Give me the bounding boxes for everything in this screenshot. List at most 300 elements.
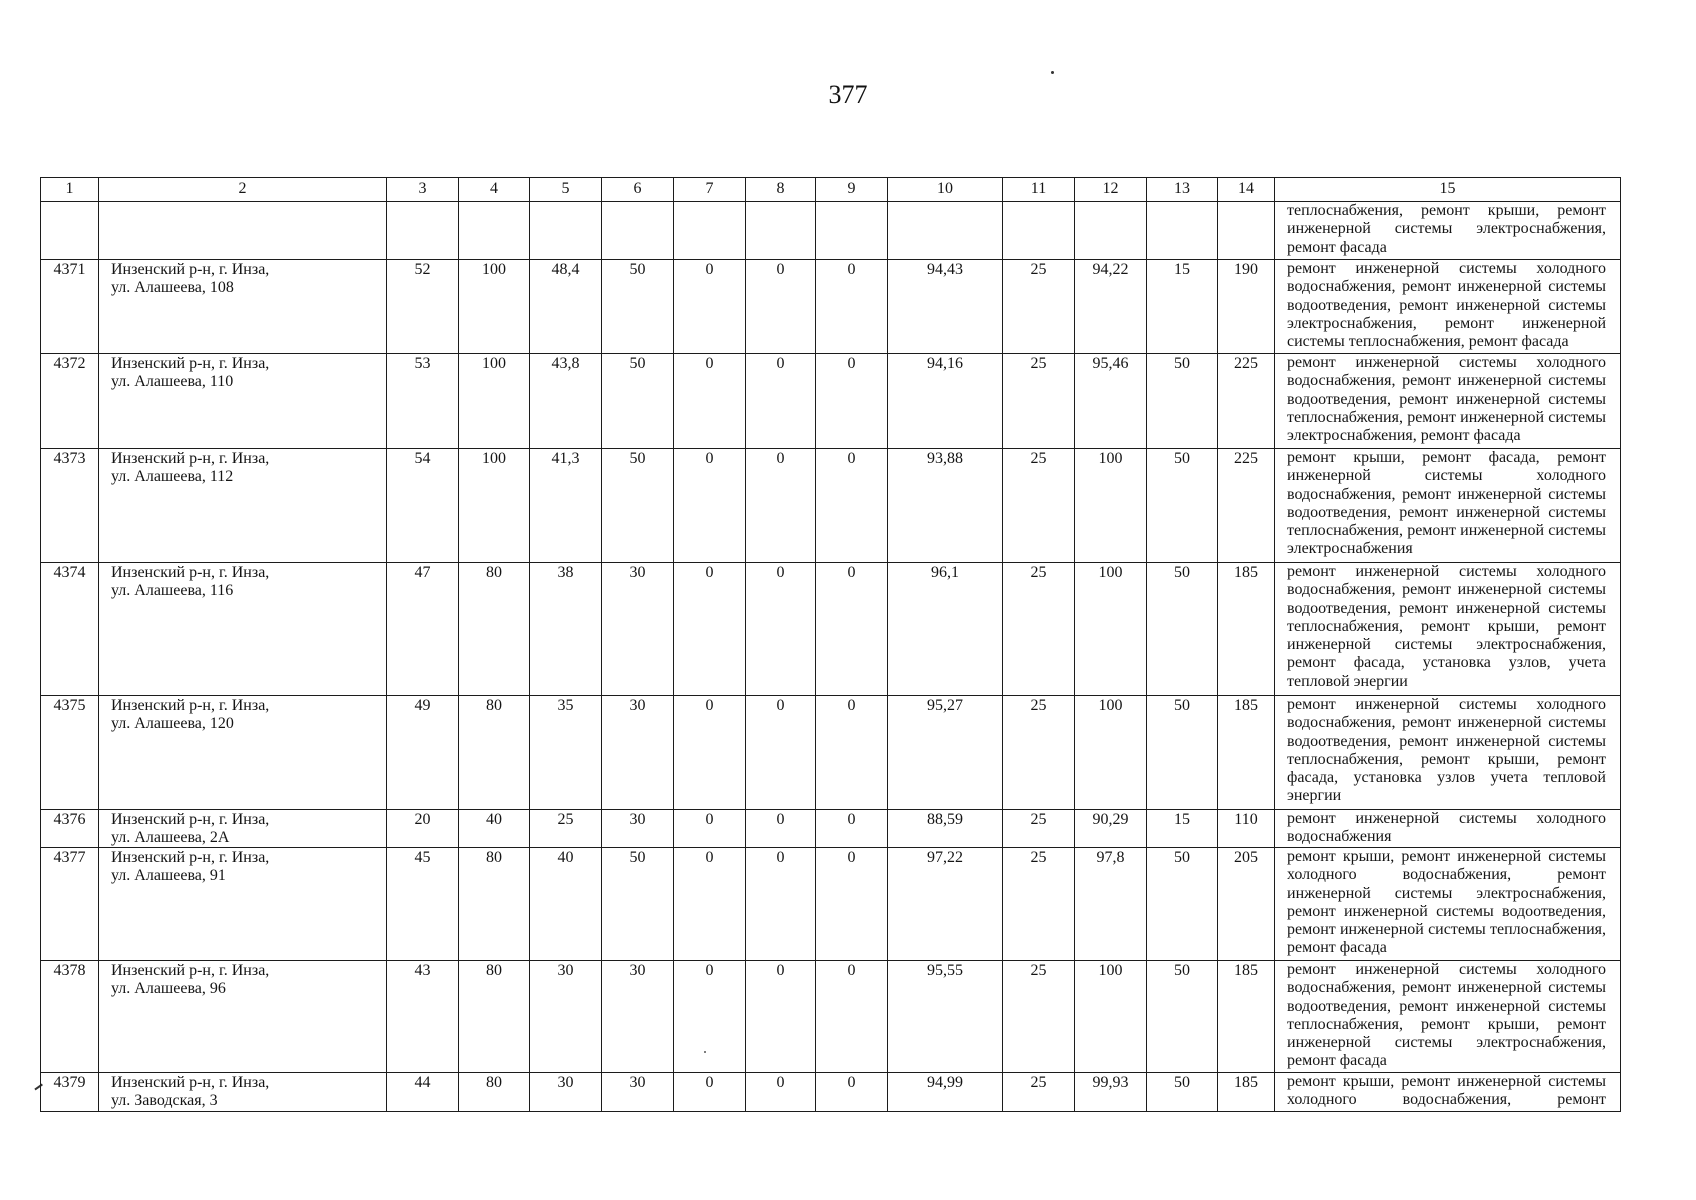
cell-value-col-7 [674, 696, 746, 810]
cell-value-col-11-content: 25 [1030, 450, 1047, 467]
address-line: ул. Алашеева, 110 [111, 373, 234, 391]
cell-value-col-9-content: 0 [847, 450, 856, 467]
cell-value-col-13 [1147, 354, 1218, 449]
cell-value-col-7 [674, 354, 746, 449]
cell-value-col-10-content [888, 202, 1002, 259]
cell-value-col-11 [1003, 848, 1075, 961]
address-line: ул. Алашеева, 96 [111, 980, 226, 998]
cell-value-col-9 [816, 260, 888, 354]
cell-value-col-7-content: 0 [705, 811, 714, 828]
cell-value-col-7-content: 0 [705, 697, 714, 714]
cell-address [99, 260, 387, 354]
cell-works-content: ремонт инженерной системы холодного водоснабжения, ремонт инженерной системы водоотведения, ремонт инженерной системы теплоснабжения, ремонт крыши, ремонт фасада, установка узлов учета тепловой энергии [1287, 696, 1606, 805]
cell-value-col-10 [888, 563, 1003, 696]
cell-value-col-8 [746, 961, 816, 1073]
cell-value-col-8-content: 0 [776, 450, 785, 467]
cell-value-col-14 [1218, 848, 1275, 961]
cell-value-col-12-content: 94,22 [1092, 261, 1129, 278]
cell-works [1275, 354, 1621, 449]
cell-value-col-10 [888, 1073, 1003, 1112]
cell-value-col-5 [530, 1073, 602, 1112]
address-line: Инзенский р-н, г. Инза, [111, 849, 270, 866]
cell-value-col-12-content: 95,46 [1092, 355, 1129, 372]
cell-address [99, 449, 387, 563]
cell-row-number-content: 4373 [53, 450, 86, 467]
cell-value-col-13-content: 50 [1174, 962, 1190, 979]
address-line: ул. Алашеева, 2А [111, 829, 230, 847]
cell-value-col-6 [602, 449, 674, 563]
cell-row-number-content: 4376 [53, 811, 86, 828]
cell-value-col-7 [674, 202, 746, 260]
column-header-6: 6 [602, 178, 674, 202]
cell-value-col-6 [602, 563, 674, 696]
cell-value-col-12-content [1075, 202, 1146, 259]
cell-value-col-10-content: 96,1 [931, 564, 959, 581]
cell-value-col-4 [459, 961, 530, 1073]
cell-value-col-3 [387, 696, 459, 810]
cell-value-col-10 [888, 354, 1003, 449]
cell-value-col-10-content: 94,16 [927, 355, 963, 372]
cell-value-col-6 [602, 696, 674, 810]
cell-value-col-6-content: 50 [629, 450, 646, 467]
cell-value-col-13 [1147, 449, 1218, 563]
cell-value-col-3 [387, 260, 459, 354]
cell-value-col-13-content: 50 [1174, 1074, 1190, 1091]
cell-works [1275, 1073, 1621, 1112]
cell-works-content: ремонт инженерной системы холодного водоснабжения, ремонт инженерной системы водоотведения, ремонт инженерной системы электроснабжения, ремонт инженерной системы теплоснабжения, ремонт фасада [1287, 260, 1606, 351]
cell-value-col-4 [459, 810, 530, 848]
cell-row-number-content: 4379 [53, 1074, 86, 1091]
cell-value-col-5-content [530, 202, 601, 259]
cell-value-col-14 [1218, 354, 1275, 449]
cell-works [1275, 449, 1621, 563]
cell-value-col-9 [816, 810, 888, 848]
cell-value-col-13 [1147, 810, 1218, 848]
cell-value-col-7 [674, 1073, 746, 1112]
cell-value-col-7-content: 0 [705, 564, 714, 581]
cell-value-col-6-content: 50 [629, 261, 646, 278]
cell-value-col-11-content: 25 [1030, 962, 1047, 979]
cell-value-col-8 [746, 696, 816, 810]
column-header-13: 13 [1147, 178, 1218, 202]
cell-address [99, 961, 387, 1073]
cell-value-col-9 [816, 354, 888, 449]
cell-works [1275, 810, 1621, 848]
cell-row-number-content: 4372 [53, 355, 86, 372]
address-line: Инзенский р-н, г. Инза, [111, 564, 270, 581]
address-line: ул. Заводская, 3 [111, 1092, 218, 1110]
cell-value-col-13-content: 50 [1174, 355, 1190, 372]
cell-value-col-14-content: 185 [1234, 1074, 1258, 1091]
cell-value-col-5-content: 43,8 [551, 355, 580, 372]
cell-row-number [41, 961, 99, 1073]
cell-value-col-3 [387, 449, 459, 563]
cell-value-col-10-content: 97,22 [927, 849, 963, 866]
cell-value-col-4-content: 80 [486, 564, 502, 581]
cell-value-col-11-content: 25 [1030, 849, 1047, 866]
cell-value-col-13 [1147, 260, 1218, 354]
cell-address-content [99, 202, 386, 259]
cell-address-content [99, 260, 386, 353]
cell-value-col-5-content: 30 [557, 1074, 574, 1091]
cell-value-col-14-content: 185 [1234, 697, 1258, 714]
cell-value-col-7 [674, 810, 746, 848]
cell-address-content [99, 1073, 386, 1111]
cell-value-col-4-content: 100 [482, 261, 506, 278]
column-header-15: 15 [1275, 178, 1621, 202]
cell-value-col-6 [602, 810, 674, 848]
address-line: ул. Алашеева, 116 [111, 582, 234, 600]
cell-value-col-11-content: 25 [1030, 564, 1047, 581]
cell-row-number-content: 4371 [53, 261, 86, 278]
column-header-14: 14 [1218, 178, 1275, 202]
column-header-12: 12 [1075, 178, 1147, 202]
cell-value-col-7-content: 0 [705, 261, 714, 278]
cell-address-content [99, 810, 386, 847]
column-header-8: 8 [746, 178, 816, 202]
cell-value-col-13-content: 50 [1174, 450, 1190, 467]
cell-value-col-8-content: 0 [776, 811, 785, 828]
cell-value-col-10 [888, 810, 1003, 848]
cell-value-col-11 [1003, 354, 1075, 449]
cell-value-col-8-content: 0 [776, 697, 785, 714]
cell-value-col-12-content: 90,29 [1092, 811, 1129, 828]
cell-row-number [41, 563, 99, 696]
cell-value-col-9 [816, 961, 888, 1073]
cell-value-col-7-content: 0 [705, 962, 714, 979]
cell-value-col-14 [1218, 449, 1275, 563]
cell-value-col-8-content: 0 [776, 355, 785, 372]
cell-value-col-13-content: 15 [1174, 811, 1190, 828]
cell-value-col-7 [674, 961, 746, 1073]
address-line: ул. Алашеева, 112 [111, 468, 234, 486]
cell-row-number [41, 260, 99, 354]
cell-value-col-4 [459, 848, 530, 961]
cell-value-col-9 [816, 848, 888, 961]
address-line: Инзенский р-н, г. Инза, [111, 811, 270, 828]
cell-value-col-5 [530, 961, 602, 1073]
cell-value-col-11-content: 25 [1030, 1074, 1047, 1091]
cell-value-col-5 [530, 202, 602, 260]
cell-address [99, 563, 387, 696]
cell-value-col-10-content: 94,99 [927, 1074, 963, 1091]
cell-value-col-11 [1003, 260, 1075, 354]
table-body [41, 202, 1621, 1112]
cell-value-col-5-content: 41,3 [551, 450, 580, 467]
cell-value-col-10-content: 88,59 [927, 811, 963, 828]
column-header-5: 5 [530, 178, 602, 202]
cell-value-col-5 [530, 260, 602, 354]
cell-value-col-3 [387, 202, 459, 260]
cell-value-col-3-content: 20 [414, 811, 431, 828]
cell-value-col-6-content: 30 [629, 962, 646, 979]
cell-value-col-14-content: 185 [1234, 962, 1258, 979]
cell-value-col-14 [1218, 961, 1275, 1073]
cell-value-col-11 [1003, 961, 1075, 1073]
cell-value-col-12-content: 100 [1098, 697, 1123, 714]
cell-value-col-9 [816, 449, 888, 563]
cell-value-col-13 [1147, 563, 1218, 696]
cell-value-col-7-content [674, 202, 745, 259]
cell-value-col-12 [1075, 961, 1147, 1073]
cell-value-col-5-content: 38 [557, 564, 574, 581]
cell-value-col-14 [1218, 810, 1275, 848]
page-number: 377 [828, 80, 868, 109]
address-line: Инзенский р-н, г. Инза, [111, 261, 270, 278]
cell-value-col-4-content: 100 [482, 450, 506, 467]
column-header-11: 11 [1003, 178, 1075, 202]
cell-value-col-14-content [1218, 202, 1274, 259]
cell-value-col-11-content: 25 [1030, 697, 1047, 714]
column-header-3: 3 [387, 178, 459, 202]
cell-value-col-13-content: 50 [1174, 697, 1190, 714]
cell-value-col-9-content: 0 [847, 261, 856, 278]
cell-value-col-9 [816, 563, 888, 696]
address-line: ул. Алашеева, 120 [111, 715, 234, 733]
cell-value-col-3 [387, 563, 459, 696]
cell-value-col-4 [459, 202, 530, 260]
cell-works [1275, 202, 1621, 260]
cell-value-col-3 [387, 961, 459, 1073]
cell-row-number [41, 1073, 99, 1112]
cell-value-col-5 [530, 563, 602, 696]
cell-row-number-content [41, 202, 98, 259]
cell-value-col-6-content: 50 [629, 849, 646, 866]
table-header [41, 178, 1621, 202]
cell-works [1275, 563, 1621, 696]
cell-value-col-3-content: 47 [414, 564, 431, 581]
cell-value-col-9-content: 0 [847, 849, 856, 866]
cell-value-col-3-content: 45 [414, 849, 431, 866]
cell-address-content [99, 961, 386, 1072]
column-header-2: 2 [99, 178, 387, 202]
cell-value-col-7 [674, 260, 746, 354]
cell-row-number [41, 810, 99, 848]
cell-value-col-11-content: 25 [1030, 811, 1047, 828]
cell-value-col-9-content: 0 [847, 962, 856, 979]
cell-value-col-10-content: 93,88 [927, 450, 963, 467]
address-line: Инзенский р-н, г. Инза, [111, 697, 270, 714]
cell-row-number-content: 4375 [53, 697, 86, 714]
cell-value-col-3-content: 53 [414, 355, 431, 372]
cell-value-col-12 [1075, 1073, 1147, 1112]
cell-value-col-5-content: 35 [557, 697, 574, 714]
cell-value-col-3-content: 54 [414, 450, 431, 467]
address-line: Инзенский р-н, г. Инза, [111, 355, 270, 372]
cell-value-col-4-content: 80 [486, 697, 502, 714]
cell-value-col-12-content: 100 [1098, 564, 1123, 581]
cell-value-col-7 [674, 848, 746, 961]
cell-value-col-6 [602, 260, 674, 354]
cell-value-col-3 [387, 848, 459, 961]
cell-value-col-5-content: 25 [557, 811, 574, 828]
cell-value-col-7-content: 0 [705, 355, 714, 372]
cell-value-col-14-content: 110 [1234, 811, 1258, 828]
cell-value-col-12-content: 97,8 [1096, 849, 1125, 866]
cell-address-content [99, 449, 386, 562]
cell-value-col-8 [746, 1073, 816, 1112]
cell-value-col-14 [1218, 260, 1275, 354]
cell-value-col-12 [1075, 563, 1147, 696]
cell-value-col-10 [888, 961, 1003, 1073]
cell-value-col-6 [602, 961, 674, 1073]
cell-value-col-14 [1218, 563, 1275, 696]
cell-works [1275, 696, 1621, 810]
cell-value-col-6-content: 30 [629, 564, 646, 581]
cell-row-number-content: 4378 [53, 962, 86, 979]
cell-value-col-10 [888, 696, 1003, 810]
cell-works-content: ремонт инженерной системы холодного водоснабжения, ремонт инженерной системы водоотведения, ремонт инженерной системы теплоснабжения, ремонт крыши, ремонт инженерной системы электроснабжения, ремонт фасада, установка узлов, учета тепловой энергии [1287, 563, 1606, 690]
header-row [41, 178, 1621, 202]
cell-works [1275, 961, 1621, 1073]
cell-value-col-8-content: 0 [776, 849, 785, 866]
cell-value-col-6 [602, 848, 674, 961]
cell-value-col-10 [888, 260, 1003, 354]
cell-value-col-11-content: 25 [1030, 261, 1047, 278]
cell-value-col-4 [459, 696, 530, 810]
cell-value-col-9 [816, 696, 888, 810]
cell-value-col-7-content: 0 [705, 1074, 714, 1091]
cell-value-col-7-content: 0 [705, 849, 714, 866]
cell-value-col-12-content: 99,93 [1092, 1074, 1129, 1091]
cell-row-number [41, 449, 99, 563]
cell-row-number-content: 4377 [53, 849, 86, 866]
cell-value-col-6-content [602, 202, 673, 259]
cell-value-col-10-content: 94,43 [927, 261, 963, 278]
cell-value-col-14-content: 190 [1234, 261, 1258, 278]
cell-value-col-9-content [816, 202, 887, 259]
cell-value-col-4 [459, 563, 530, 696]
cell-value-col-7 [674, 449, 746, 563]
column-header-9: 9 [816, 178, 888, 202]
cell-works [1275, 260, 1621, 354]
column-header-4: 4 [459, 178, 530, 202]
cell-value-col-8 [746, 354, 816, 449]
cell-value-col-4-content [459, 202, 529, 259]
cell-value-col-11 [1003, 1073, 1075, 1112]
cell-value-col-9-content: 0 [847, 355, 856, 372]
cell-value-col-8 [746, 449, 816, 563]
table-row [41, 1073, 1621, 1112]
cell-value-col-11 [1003, 563, 1075, 696]
cell-address [99, 810, 387, 848]
cell-value-col-3-content: 52 [414, 261, 431, 278]
cell-value-col-12 [1075, 810, 1147, 848]
cell-address-content [99, 563, 386, 695]
cell-value-col-4 [459, 260, 530, 354]
cell-value-col-5 [530, 810, 602, 848]
cell-value-col-8 [746, 260, 816, 354]
cell-value-col-5-content: 40 [557, 849, 574, 866]
cell-value-col-10-content: 95,27 [927, 697, 963, 714]
cell-value-col-13 [1147, 202, 1218, 260]
cell-value-col-8 [746, 563, 816, 696]
cell-value-col-12-content: 100 [1098, 450, 1123, 467]
cell-value-col-4-content: 100 [482, 355, 506, 372]
cell-value-col-10 [888, 202, 1003, 260]
cell-value-col-9-content: 0 [847, 697, 856, 714]
cell-value-col-9 [816, 202, 888, 260]
cell-value-col-6-content: 30 [629, 811, 646, 828]
cell-address [99, 1073, 387, 1112]
cell-value-col-5-content: 48,4 [551, 261, 580, 278]
cell-address-content [99, 696, 386, 809]
cell-value-col-5 [530, 449, 602, 563]
table-row [41, 202, 1621, 260]
cell-value-col-9 [816, 1073, 888, 1112]
table-row [41, 961, 1621, 1073]
column-header-7: 7 [674, 178, 746, 202]
cell-value-col-14-content: 225 [1234, 355, 1258, 372]
cell-value-col-12-content: 100 [1098, 962, 1123, 979]
cell-value-col-12 [1075, 260, 1147, 354]
cell-value-col-3 [387, 354, 459, 449]
cell-value-col-4 [459, 449, 530, 563]
cell-value-col-13 [1147, 848, 1218, 961]
table-row [41, 260, 1621, 354]
table-row [41, 696, 1621, 810]
cell-value-col-7 [674, 563, 746, 696]
cell-value-col-14 [1218, 696, 1275, 810]
cell-works-content: ремонт инженерной системы холодного водоснабжения, ремонт инженерной системы водоотведения, ремонт инженерной системы теплоснабжения, ремонт крыши, ремонт инженерной системы электроснабжения, ремонт фасада [1287, 961, 1606, 1070]
cell-value-col-11 [1003, 202, 1075, 260]
cell-value-col-13-content [1147, 202, 1217, 259]
cell-value-col-8-content: 0 [776, 1074, 785, 1091]
cell-value-col-14-content: 225 [1234, 450, 1258, 467]
cell-value-col-14 [1218, 1073, 1275, 1112]
cell-value-col-7-content: 0 [705, 450, 714, 467]
cell-value-col-12 [1075, 354, 1147, 449]
cell-value-col-8-content: 0 [776, 962, 785, 979]
cell-value-col-8 [746, 848, 816, 961]
cell-value-col-5-content: 30 [557, 962, 574, 979]
cell-row-number [41, 202, 99, 260]
cell-value-col-11-content: 25 [1030, 355, 1047, 372]
cell-value-col-13-content: 50 [1174, 849, 1190, 866]
cell-value-col-10 [888, 848, 1003, 961]
cell-value-col-11 [1003, 696, 1075, 810]
cell-value-col-9-content: 0 [847, 1074, 856, 1091]
cell-works-content: ремонт крыши, ремонт инженерной системы холодного водоснабжения, ремонт [1287, 1073, 1606, 1109]
address-line: ул. Алашеева, 108 [111, 279, 234, 297]
cell-address [99, 696, 387, 810]
cell-address-content [99, 848, 386, 960]
cell-value-col-6 [602, 1073, 674, 1112]
cell-value-col-12 [1075, 449, 1147, 563]
cell-works [1275, 848, 1621, 961]
cell-value-col-13 [1147, 696, 1218, 810]
cell-value-col-8 [746, 202, 816, 260]
cell-value-col-14 [1218, 202, 1275, 260]
cell-value-col-10-content: 95,55 [927, 962, 963, 979]
cell-row-number [41, 848, 99, 961]
cell-value-col-4 [459, 354, 530, 449]
cell-row-number [41, 696, 99, 810]
table-row [41, 449, 1621, 563]
cell-value-col-13 [1147, 961, 1218, 1073]
cell-value-col-12 [1075, 696, 1147, 810]
cell-works-content: теплоснабжения, ремонт крыши, ремонт инженерной системы электроснабжения, ремонт фасада [1287, 202, 1606, 256]
cell-value-col-14-content: 185 [1234, 564, 1258, 581]
cell-value-col-11-content [1003, 202, 1074, 259]
cell-row-number [41, 354, 99, 449]
repair-program-table [40, 177, 1621, 1112]
cell-works-content: ремонт крыши, ремонт инженерной системы холодного водоснабжения, ремонт инженерной системы электроснабжения, ремонт инженерной системы водоотведения, ремонт инженерной системы теплоснабжения, ремонт фасада [1287, 848, 1606, 957]
table-row [41, 563, 1621, 696]
table-row [41, 848, 1621, 961]
address-line: ул. Алашеева, 91 [111, 867, 226, 885]
cell-value-col-4-content: 80 [486, 962, 502, 979]
